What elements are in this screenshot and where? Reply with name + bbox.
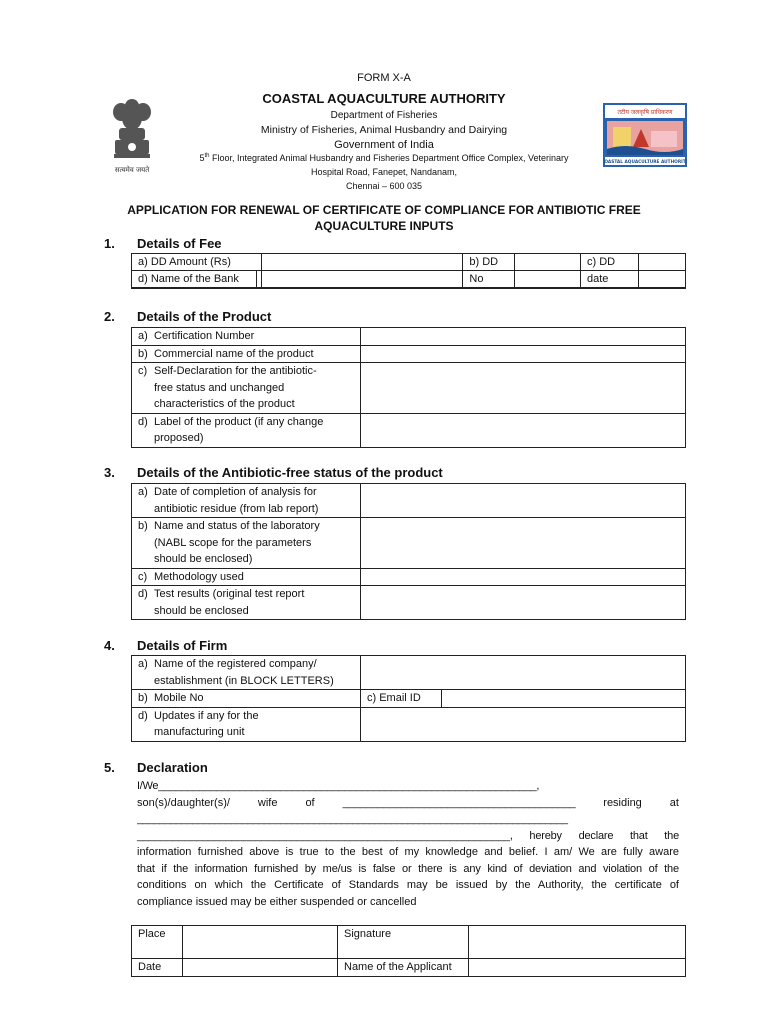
label-of-product-field[interactable] (361, 413, 686, 447)
section-4-number: 4. (104, 638, 115, 653)
declaration-line: information furnished above is true to the best of my knowledge and belief. I am/ We are fully aware (137, 846, 679, 858)
section-1-title: Details of Fee (137, 236, 222, 251)
table-row: a) Date of completion of analysis for antibiotic residue (from lab report) (132, 484, 686, 518)
table-row: d) Test results (original test report should be enclosed (132, 586, 686, 620)
department: Department of Fisheries (330, 110, 438, 121)
table-row: b) Commercial name of the product (132, 345, 686, 363)
table-row: a) Certification Number (132, 328, 686, 346)
ministry: Ministry of Fisheries, Animal Husbandry and Dairying (260, 124, 508, 136)
bank-field[interactable] (257, 271, 686, 289)
laboratory-label: Name and status of the laboratory (NABL scope for the parameters should be enclosed) (154, 520, 320, 565)
email-id-label: c) Email ID (361, 690, 442, 708)
caa-logo (603, 103, 687, 167)
declaration-text (137, 778, 679, 910)
table-row: c) Methodology used (132, 568, 686, 586)
table-row (132, 926, 686, 959)
company-name-label: Name of the registered company/ establishment (in BLOCK LETTERS) (154, 658, 334, 687)
declaration-line: _______________________________________________________________, hereby declare that the (137, 829, 679, 842)
national-emblem (106, 96, 158, 178)
test-results-field[interactable] (361, 586, 686, 620)
analysis-date-field[interactable] (361, 484, 686, 518)
self-declaration-label: Self-Declaration for the antibiotic- free status and unchanged characteristics of the product (154, 365, 317, 410)
applicant-name-label: Name of the Applicant (338, 959, 469, 977)
declaration-line: I/We_________________________________________________________________, (137, 780, 540, 792)
government: Government of India (334, 139, 434, 151)
antibiotic-table (131, 483, 686, 620)
commercial-name-label: Commercial name of the product (154, 347, 314, 360)
svg-text:तटीय जलकृषि प्राधिकरण: तटीय जलकृषि प्राधिकरण (617, 109, 673, 116)
test-results-label: Test results (original test report should be enclosed (154, 588, 305, 617)
declaration-line: son(s)/daughter(s)/ wife of ________________________________________ residing at (137, 796, 679, 809)
table-row: b) Mobile No c) Email ID (132, 690, 686, 708)
email-id-field[interactable] (442, 690, 686, 708)
section-1-number: 1. (104, 236, 115, 251)
company-name-field[interactable] (361, 656, 686, 690)
declaration-line: that if the information furnished by me/us is false or there is any kind of deviation and violation of the (137, 862, 679, 875)
section-3-title: Details of the Antibiotic-free status of the product (137, 465, 443, 480)
dd-no-label: b) DD No (463, 254, 514, 288)
table-row: d) Updates if any for the manufacturing unit (132, 707, 686, 741)
bank-label: d) Name of the Bank (132, 271, 257, 289)
certification-number-field[interactable] (361, 328, 686, 346)
updates-field[interactable] (361, 707, 686, 741)
section-2-number: 2. (104, 309, 115, 324)
signature-label: Signature (338, 926, 469, 959)
firm-table (131, 655, 686, 742)
table-row: a) Name of the registered company/ establishment (in BLOCK LETTERS) (132, 656, 686, 690)
applicant-name-field[interactable] (469, 959, 686, 977)
section-5-number: 5. (104, 760, 115, 775)
commercial-name-field[interactable] (361, 345, 686, 363)
certification-number-label: Certification Number (154, 330, 255, 342)
svg-text:सत्यमेव जयते: सत्यमेव जयते (114, 166, 150, 174)
mobile-no-label: Mobile No (154, 692, 204, 704)
date-label: Date (132, 959, 183, 977)
declaration-line: compliance issued may be either suspended or cancelled (137, 895, 417, 908)
table-row (132, 959, 686, 977)
form-number: FORM X-A (357, 72, 411, 84)
declaration-line: conditions on which the Certificate of Standards may be issued by the Authority, the certificate of (137, 879, 679, 891)
place-field[interactable] (183, 926, 338, 959)
bank-table (131, 270, 686, 289)
dd-date-label: c) DD date (580, 254, 638, 288)
declaration-line: ______________________________________________________________________________ (137, 813, 568, 825)
section-2-title: Details of the Product (137, 309, 272, 324)
methodology-field[interactable] (361, 568, 686, 586)
signature-table (131, 925, 686, 977)
table-row: d) Label of the product (if any change proposed) (132, 413, 686, 447)
analysis-date-label: Date of completion of analysis for antibiotic residue (from lab report) (154, 486, 319, 515)
product-table (131, 327, 686, 448)
date-field[interactable] (183, 959, 338, 977)
application-title: APPLICATION FOR RENEWAL OF CERTIFICATE OF COMPLIANCE FOR ANTIBIOTIC FREE AQUACULTURE INPUTS (127, 203, 641, 233)
methodology-label: Methodology used (154, 570, 244, 583)
dd-amount-label: a) DD Amount (Rs) (132, 254, 262, 288)
self-declaration-field[interactable] (361, 363, 686, 414)
laboratory-field[interactable] (361, 518, 686, 569)
section-5-title: Declaration (137, 760, 208, 775)
section-3-number: 3. (104, 465, 115, 480)
place-label: Place (132, 926, 183, 959)
address-line-3: Chennai – 600 035 (345, 181, 423, 191)
authority-name: COASTAL AQUACULTURE AUTHORITY (262, 91, 506, 106)
updates-label: Updates if any for the manufacturing unit (154, 709, 259, 738)
table-row: b) Name and status of the laboratory (NABL scope for the parameters should be enclosed) (132, 518, 686, 569)
svg-text:COASTAL AQUACULTURE AUTHORITY: COASTAL AQUACULTURE AUTHORITY (603, 160, 687, 165)
label-of-product-label: Label of the product (if any change proposed) (154, 415, 324, 444)
address-line-1: 5th Floor, Integrated Animal Husbandry and Fisheries Department Office Complex, Veterinary (199, 153, 569, 163)
table-row: c) Self-Declaration for the antibiotic- free status and unchanged characteristics of the product (132, 363, 686, 414)
address-line-2: Hospital Road, Fanepet, Nandanam, (310, 167, 458, 177)
signature-field[interactable] (469, 926, 686, 959)
section-4-title: Details of Firm (137, 638, 228, 653)
